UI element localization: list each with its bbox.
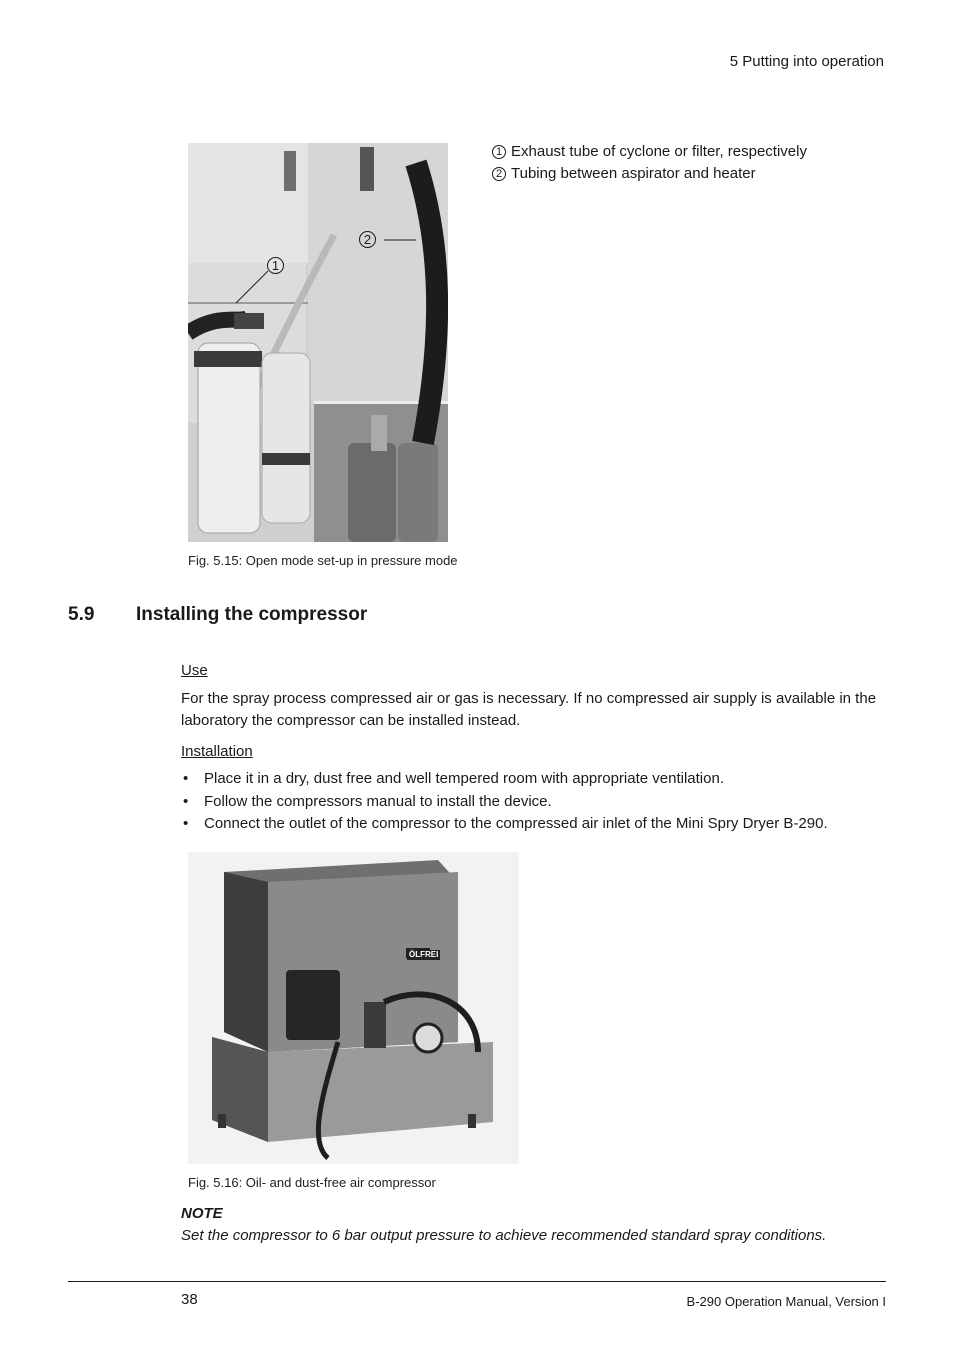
figure-compressor-photo: [188, 852, 519, 1164]
compressor-illustration: [188, 852, 519, 1164]
figure-caption-5-16: Fig. 5.16: Oil- and dust-free air compressor: [188, 1175, 436, 1190]
brand-plate: ÖLFREI: [409, 950, 439, 959]
list-item: • Place it in a dry, dust free and well tempered room with appropriate ventilation.: [181, 768, 881, 791]
footer-rule: [68, 1281, 886, 1282]
legend-number: 2: [492, 167, 506, 181]
legend-text: Exhaust tube of cyclone or filter, respectively: [511, 143, 807, 160]
callout-marker-1: 1: [267, 257, 284, 274]
use-paragraph: For the spray process compressed air or gas is necessary. If no compressed air supply is available in the laboratory the compressor can be installed instead.: [181, 690, 877, 729]
figure-legend: [492, 141, 807, 185]
legend-item: [492, 141, 807, 163]
note-text: Set the compressor to 6 bar output pressure to achieve recommended standard spray conditions.: [181, 1227, 827, 1244]
footer-document-title: B-290 Operation Manual, Version I: [686, 1294, 886, 1309]
section-title: Installing the compressor: [136, 604, 368, 625]
callout-marker-2: 2: [359, 231, 376, 248]
legend-text: Tubing between aspirator and heater: [511, 165, 756, 182]
list-item: • Follow the compressors manual to install the device.: [181, 791, 881, 814]
installation-list: [181, 768, 881, 836]
legend-number: 1: [492, 145, 506, 159]
legend-item: [492, 163, 807, 185]
figure-open-mode-photo: [188, 143, 448, 542]
subheading-installation: Installation: [181, 743, 253, 760]
figure-caption-5-15: Fig. 5.15: Open mode set-up in pressure mode: [188, 553, 458, 568]
page-number: 38: [181, 1291, 198, 1308]
open-mode-setup-illustration: [188, 143, 448, 542]
list-item: • Connect the outlet of the compressor to the compressed air inlet of the Mini Spry Dryer B-290.: [181, 813, 881, 836]
section-number: 5.9: [68, 604, 95, 625]
note-label: NOTE: [181, 1205, 223, 1222]
subheading-use: Use: [181, 662, 208, 679]
running-header: 5 Putting into operation: [729, 53, 884, 70]
